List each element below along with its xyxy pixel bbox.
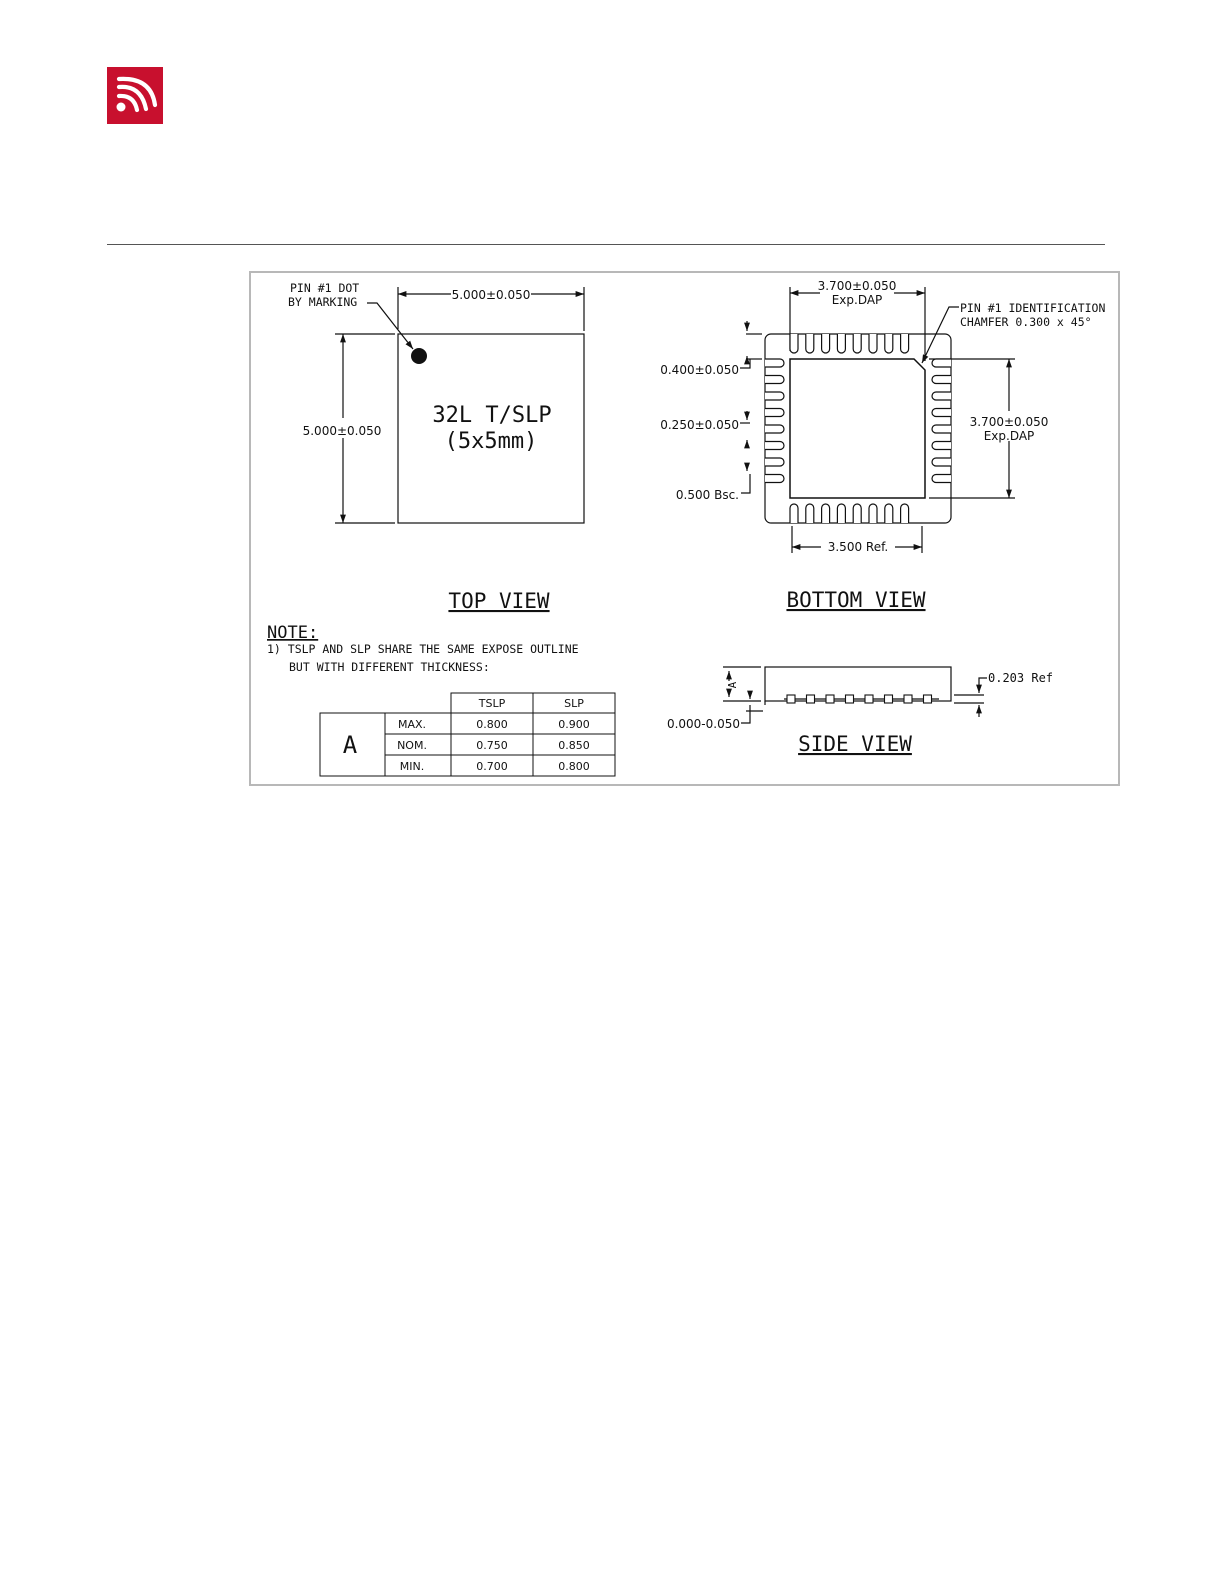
table-row-min-slp: 0.800 — [558, 760, 590, 773]
pad-top — [806, 334, 814, 353]
side-height-label: A — [726, 681, 739, 689]
header-rule — [107, 244, 1105, 245]
pad-top — [901, 334, 909, 353]
top-view-title: TOP VIEW — [448, 589, 550, 613]
standoff-leader — [741, 705, 750, 723]
side-terminal — [826, 695, 834, 703]
note-line1: 1) TSLP AND SLP SHARE THE SAME EXPOSE OUTLINE — [267, 642, 579, 656]
bottom-view-package-outline — [765, 334, 951, 523]
espressif-logo-icon — [107, 67, 163, 124]
dap-width-label: 3.700±0.050 — [817, 279, 897, 293]
side-terminal — [904, 695, 912, 703]
table-col-slp: SLP — [564, 697, 584, 710]
table-row-nom-label: NOM. — [397, 739, 427, 752]
table-row-min-label: MIN. — [399, 760, 425, 773]
pad-bottom — [869, 504, 877, 523]
pin1-id-line2: CHAMFER 0.300 x 45° — [960, 315, 1092, 329]
pin1-id-line1: PIN #1 IDENTIFICATION — [960, 301, 1106, 315]
pad-right — [932, 475, 951, 483]
dap-height-label: 3.700±0.050 — [969, 415, 1049, 429]
pad-right — [932, 442, 951, 450]
pad-top — [869, 334, 877, 353]
note-heading: NOTE: — [267, 623, 319, 643]
pad-left — [765, 458, 784, 466]
terminal-ref-leader — [979, 678, 987, 693]
pad-right — [932, 458, 951, 466]
pad-top — [853, 334, 861, 353]
pin1-note-line2: BY MARKING — [288, 295, 358, 309]
side-terminal — [807, 695, 815, 703]
pad-right — [932, 376, 951, 384]
pitch-leader — [741, 474, 750, 493]
pad-left — [765, 376, 784, 384]
pad-left — [765, 409, 784, 417]
pad-right — [932, 359, 951, 367]
dap-height-sublabel: Exp.DAP — [983, 429, 1035, 443]
pad-right — [932, 392, 951, 400]
pad-length-leader — [740, 359, 750, 368]
pad-top — [885, 334, 893, 353]
pad-bottom — [822, 504, 830, 523]
note-line2: BUT WITH DIFFERENT THICKNESS: — [289, 660, 490, 674]
table-col-tslp: TSLP — [478, 697, 506, 710]
perimeter-pads — [765, 334, 951, 523]
pin1-dot-leader — [367, 303, 413, 349]
side-terminal — [787, 695, 795, 703]
side-terminal — [865, 695, 873, 703]
pad-right — [932, 409, 951, 417]
pad-top — [822, 334, 830, 353]
pad-bottom — [885, 504, 893, 523]
pad-bottom — [806, 504, 814, 523]
side-terminal — [885, 695, 893, 703]
pin1-dot-icon — [411, 348, 427, 364]
table-row-max-label: MAX. — [397, 718, 427, 731]
package-name: 32L T/SLP — [432, 403, 552, 428]
dap-width-sublabel: Exp.DAP — [831, 293, 883, 307]
package-size: (5x5mm) — [444, 429, 538, 454]
side-terminal — [846, 695, 854, 703]
pad-left — [765, 425, 784, 433]
pad-right — [932, 425, 951, 433]
pad-bottom — [837, 504, 845, 523]
pad-bottom — [853, 504, 861, 523]
table-row-nom-tslp: 0.750 — [476, 739, 508, 752]
pad-bottom — [790, 504, 798, 523]
table-row-max-slp: 0.900 — [558, 718, 590, 731]
terminal-thickness-label: 0.203 Ref — [988, 671, 1054, 685]
package-drawing — [249, 271, 1120, 786]
side-view — [723, 667, 987, 723]
pad-width-label: 0.250±0.050 — [660, 418, 739, 432]
pin1-id-leader — [922, 307, 959, 363]
bottom-view-title: BOTTOM VIEW — [786, 588, 926, 612]
pad-left — [765, 442, 784, 450]
pin1-note-line1: PIN #1 DOT — [290, 281, 360, 295]
top-height-dim-label: 5.000±0.050 — [302, 424, 382, 438]
side-terminal — [924, 695, 932, 703]
table-row-nom-slp: 0.850 — [558, 739, 590, 752]
exposed-dap-outline — [790, 359, 925, 498]
pad-left — [765, 392, 784, 400]
table-row-header: A — [342, 731, 358, 759]
side-view-title: SIDE VIEW — [798, 732, 912, 756]
pad-top — [790, 334, 798, 353]
ref-dim-label: 3.500 Ref. — [827, 540, 889, 554]
pad-bottom — [901, 504, 909, 523]
pad-left — [765, 359, 784, 367]
table-row-max-tslp: 0.800 — [476, 718, 508, 731]
standoff-dim-label: 0.000-0.050 — [666, 717, 740, 731]
pitch-label: 0.500 Bsc. — [675, 488, 739, 502]
top-width-dim-label: 5.000±0.050 — [451, 288, 531, 302]
pad-length-label: 0.400±0.050 — [660, 363, 739, 377]
pad-left — [765, 475, 784, 483]
pad-top — [837, 334, 845, 353]
table-row-min-tslp: 0.700 — [476, 760, 508, 773]
